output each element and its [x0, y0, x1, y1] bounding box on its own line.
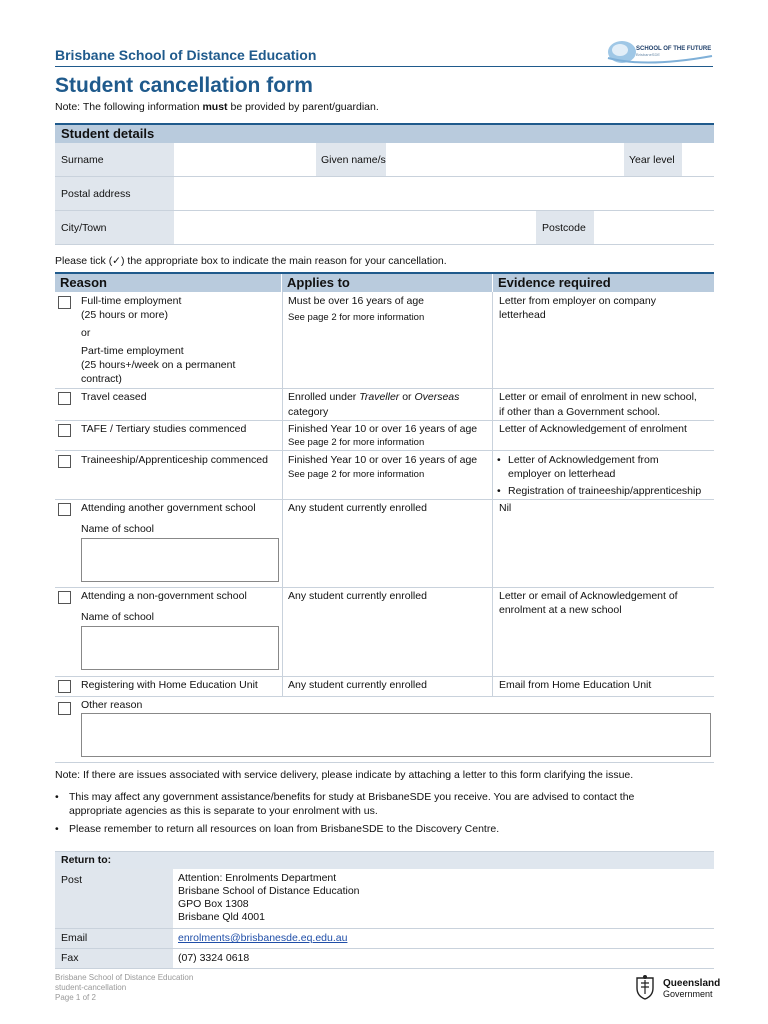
row-divider	[55, 450, 714, 451]
student-details-heading: Student details	[55, 123, 714, 143]
gov-school-name-input[interactable]	[81, 538, 279, 582]
postal-address-field[interactable]	[175, 177, 714, 210]
evidence-text: employer on letterhead	[508, 468, 616, 480]
svg-text:BrisbaneSDE: BrisbaneSDE	[636, 52, 661, 57]
evidence-text: Letter or email of Acknowledgement of	[499, 590, 678, 602]
reason-text: TAFE / Tertiary studies commenced	[81, 423, 247, 435]
bullet: •	[497, 485, 501, 497]
traineeship-checkbox[interactable]	[58, 455, 71, 468]
gov-school-checkbox[interactable]	[58, 503, 71, 516]
evidence-text: Letter from employer on company	[499, 295, 656, 307]
reason-text: or	[81, 327, 91, 339]
applies-text: Any student currently enrolled	[288, 679, 427, 691]
tafe-checkbox[interactable]	[58, 424, 71, 437]
reason-column-header: Reason	[55, 274, 281, 292]
applies-note: See page 2 for more information	[288, 312, 425, 323]
school-of-future-logo	[606, 38, 714, 66]
home-education-checkbox[interactable]	[58, 680, 71, 693]
footer-doc: student-cancellation	[55, 983, 127, 992]
postal-address-label: Postal address	[55, 177, 174, 210]
divider	[55, 968, 714, 969]
applies-text: Any student currently enrolled	[288, 502, 427, 514]
reason-text: (25 hours or more)	[81, 309, 168, 321]
row-divider	[55, 676, 714, 677]
applies-note: See page 2 for more information	[288, 469, 425, 480]
gov-subname: Government	[663, 989, 713, 999]
row-divider	[55, 420, 714, 421]
evidence-text: Letter or email of enrolment in new school,	[499, 391, 697, 403]
footer-org: Brisbane School of Distance Education	[55, 973, 194, 982]
applies-note: See page 2 for more information	[288, 437, 425, 448]
surname-field[interactable]	[175, 143, 315, 176]
column-divider	[492, 292, 493, 697]
divider	[55, 244, 714, 245]
issues-note: Note: If there are issues associated with service delivery, please indicate by attaching a letter to this form clarifying the issue.	[55, 769, 634, 781]
postcode-label: Postcode	[536, 211, 594, 244]
evidence-text: enrolment at a new school	[499, 604, 622, 616]
applies-text: Any student currently enrolled	[288, 590, 427, 602]
page-title: Student cancellation form	[55, 74, 313, 97]
bullet: •	[55, 823, 59, 835]
school-name-label: Name of school	[81, 611, 154, 623]
reason-text: Part-time employment	[81, 345, 184, 357]
note-bullet-text: This may affect any government assistance/benefits for study at BrisbaneSDE you receive. You are advised to contact the	[69, 791, 635, 803]
tick-instruction: Please tick (✓) the appropriate box to indicate the main reason for your cancellation.	[55, 255, 447, 267]
evidence-text: Registration of traineeship/apprenticeship	[508, 485, 702, 497]
reason-text: Other reason	[81, 699, 143, 711]
reason-text: Travel ceased	[81, 391, 147, 403]
given-name-label: Given name/s	[316, 143, 386, 176]
fax-number: (07) 3324 0618	[178, 952, 250, 964]
post-line: Brisbane Qld 4001	[178, 911, 265, 923]
applies-text: category	[288, 406, 329, 418]
evidence-text: Email from Home Education Unit	[499, 679, 652, 691]
fax-label: Fax	[55, 949, 173, 968]
reason-text: Attending a non-government school	[81, 590, 247, 602]
row-divider	[55, 696, 714, 697]
row-divider	[55, 388, 714, 389]
evidence-text: if other than a Government school.	[499, 406, 661, 418]
note-bullet-text: appropriate agencies as this is separate to your enrolment with us.	[69, 805, 378, 817]
post-line: Attention: Enrolments Department	[178, 872, 337, 884]
evidence-text: Letter of Acknowledgement of enrolment	[499, 423, 687, 435]
evidence-text: Letter of Acknowledgement from	[508, 454, 659, 466]
bullet: •	[497, 454, 501, 466]
reason-text: (25 hours+/week on a permanent	[81, 359, 236, 371]
applies-text: Must be over 16 years of age	[288, 295, 424, 307]
school-name-label: Name of school	[81, 523, 154, 535]
non-gov-school-checkbox[interactable]	[58, 591, 71, 604]
reason-text: contract)	[81, 373, 122, 385]
post-line: GPO Box 1308	[178, 898, 249, 910]
year-level-label: Year level	[624, 143, 682, 176]
row-divider	[55, 499, 714, 500]
year-level-field[interactable]	[683, 143, 714, 176]
reason-text: Full-time employment	[81, 295, 182, 307]
email-label: Email	[55, 929, 173, 948]
parent-note: Note: The following information must be provided by parent/guardian.	[55, 101, 379, 113]
header-rule	[55, 66, 713, 67]
queensland-crest-icon	[634, 974, 656, 1000]
footer-page: Page 1 of 2	[55, 993, 96, 1002]
given-name-field[interactable]	[387, 143, 623, 176]
row-divider	[55, 762, 714, 763]
applies-text: Enrolled under Traveller or Overseas	[288, 391, 460, 403]
surname-label: Surname	[55, 143, 174, 176]
applies-column-header: Applies to	[282, 274, 492, 292]
applies-text: Finished Year 10 or over 16 years of age	[288, 423, 478, 435]
post-label: Post	[55, 869, 173, 928]
evidence-text: Nil	[499, 502, 512, 514]
bullet: •	[55, 791, 59, 803]
note-bullet-text: Please remember to return all resources on loan from BrisbaneSDE to the Discovery Centre.	[69, 823, 500, 835]
city-field[interactable]	[175, 211, 535, 244]
evidence-text: letterhead	[499, 309, 546, 321]
row-divider	[55, 587, 714, 588]
other-reason-input[interactable]	[81, 713, 711, 757]
reason-text: Registering with Home Education Unit	[81, 679, 258, 691]
non-gov-school-name-input[interactable]	[81, 626, 279, 670]
city-label: City/Town	[55, 211, 174, 244]
applies-text: Finished Year 10 or over 16 years of age	[288, 454, 478, 466]
travel-checkbox[interactable]	[58, 392, 71, 405]
postcode-field[interactable]	[595, 211, 714, 244]
employment-checkbox[interactable]	[58, 296, 71, 309]
column-divider	[282, 292, 283, 697]
evidence-column-header: Evidence required	[493, 274, 714, 292]
svg-text:SCHOOL OF THE FUTURE: SCHOOL OF THE FUTURE	[636, 46, 712, 52]
other-reason-checkbox[interactable]	[58, 702, 71, 715]
org-name: Brisbane School of Distance Education	[55, 47, 317, 63]
email-link[interactable]: enrolments@brisbanesde.eq.edu.au	[178, 932, 348, 944]
return-to-heading: Return to:	[55, 851, 714, 869]
post-line: Brisbane School of Distance Education	[178, 885, 360, 897]
reason-text: Traineeship/Apprenticeship commenced	[81, 454, 268, 466]
reason-text: Attending another government school	[81, 502, 256, 514]
gov-name: Queensland	[663, 978, 721, 989]
